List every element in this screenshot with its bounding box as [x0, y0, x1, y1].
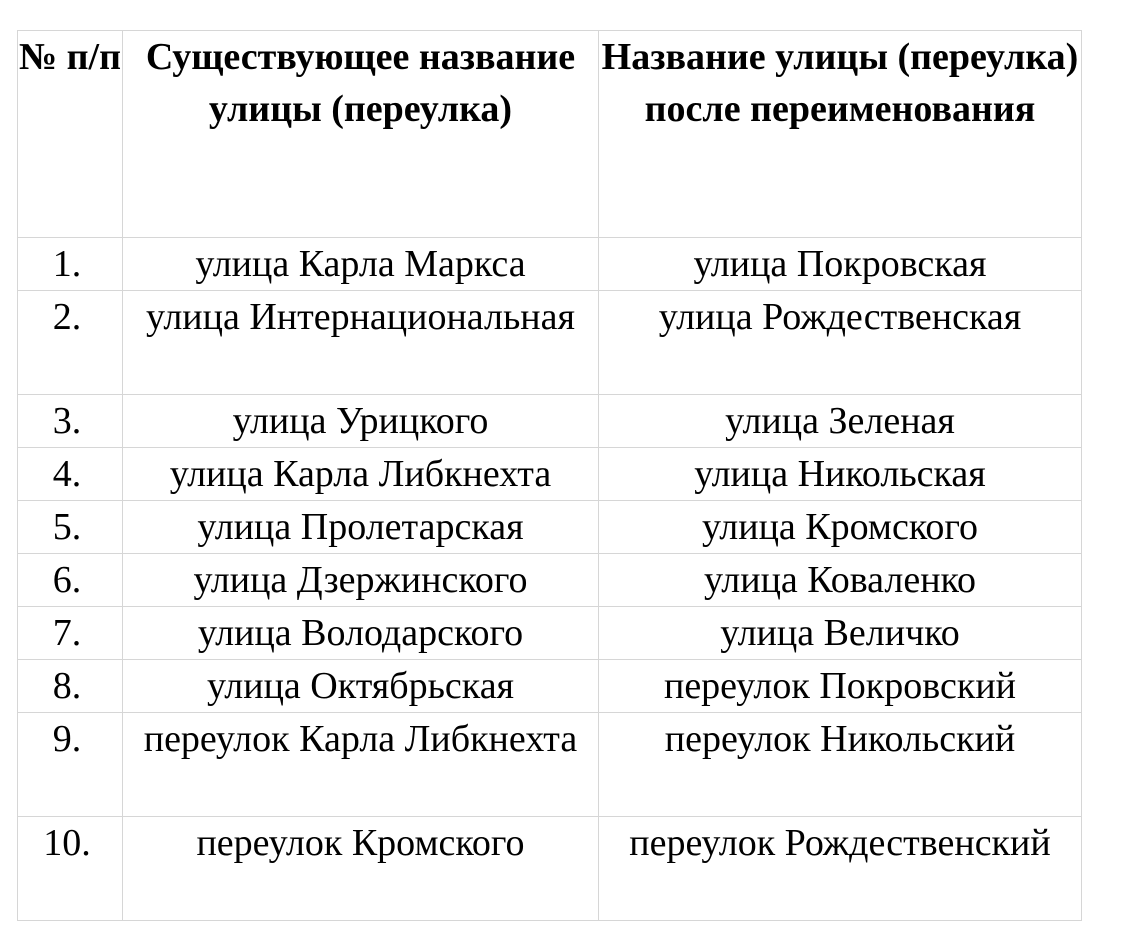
row-number: 8. [18, 660, 123, 713]
table-row [18, 395, 1082, 448]
new-street-name: улица Рождественская [599, 291, 1082, 395]
header-number-line: п/п [66, 36, 122, 78]
table-row [18, 238, 1082, 291]
old-street-name: переулок Кромского [123, 817, 599, 921]
row-number: 5. [18, 501, 123, 554]
table-row [18, 607, 1082, 660]
new-street-name: улица Кромского [599, 501, 1082, 554]
header-new-line: после переименования [644, 88, 1036, 130]
header-new-name [599, 31, 1082, 238]
new-street-name: улица Величко [599, 607, 1082, 660]
new-street-name: переулок Покровский [599, 660, 1082, 713]
old-street-name: улица Карла Маркса [123, 238, 599, 291]
renaming-table [17, 30, 1082, 921]
new-street-name: улица Никольская [599, 448, 1082, 501]
table-row [18, 554, 1082, 607]
old-street-name: переулок Карла Либкнехта [123, 713, 599, 817]
new-street-name: переулок Рождественский [599, 817, 1082, 921]
row-number: 2. [18, 291, 123, 395]
new-street-name: переулок Никольский [599, 713, 1082, 817]
table-row [18, 817, 1082, 921]
row-number: 9. [18, 713, 123, 817]
header-old-line: улицы (переулка) [208, 88, 513, 130]
old-street-name: улица Интернациональная [123, 291, 599, 395]
new-street-name: улица Покровская [599, 238, 1082, 291]
header-number-line: № [18, 36, 58, 78]
old-street-name: улица Октябрьская [123, 660, 599, 713]
header-number [18, 31, 123, 238]
old-street-name: улица Володарского [123, 607, 599, 660]
row-number: 3. [18, 395, 123, 448]
table-row [18, 448, 1082, 501]
table-row [18, 660, 1082, 713]
header-new-line: Название улицы [601, 36, 888, 78]
table-header-row [18, 31, 1082, 238]
row-number: 4. [18, 448, 123, 501]
old-street-name: улица Дзержинского [123, 554, 599, 607]
header-old-line: Существующее [145, 36, 410, 78]
new-street-name: улица Коваленко [599, 554, 1082, 607]
row-number: 1. [18, 238, 123, 291]
table-row [18, 291, 1082, 395]
row-number: 6. [18, 554, 123, 607]
header-old-name [123, 31, 599, 238]
old-street-name: улица Карла Либкнехта [123, 448, 599, 501]
row-number: 10. [18, 817, 123, 921]
old-street-name: улица Пролетарская [123, 501, 599, 554]
table-row [18, 501, 1082, 554]
new-street-name: улица Зеленая [599, 395, 1082, 448]
old-street-name: улица Урицкого [123, 395, 599, 448]
row-number: 7. [18, 607, 123, 660]
table-row [18, 713, 1082, 817]
header-new-line: (переулка) [897, 36, 1079, 78]
header-old-line: название [418, 36, 576, 78]
